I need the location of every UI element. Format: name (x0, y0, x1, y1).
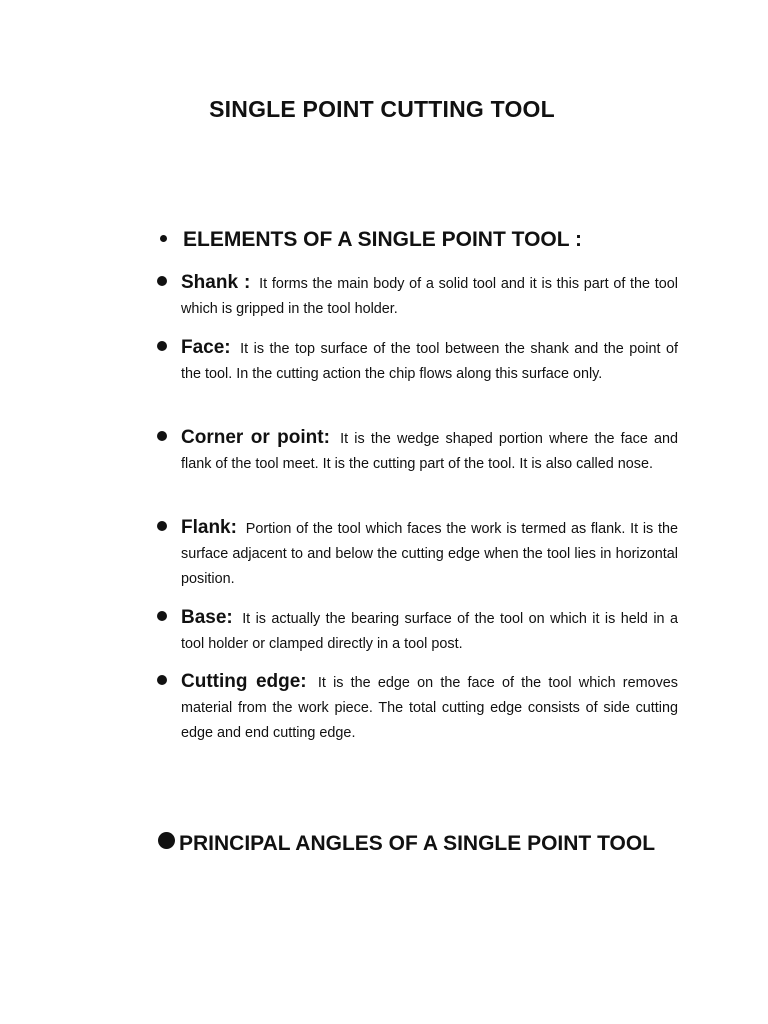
bullet-icon (158, 832, 175, 849)
item-term: Face: (181, 337, 231, 358)
document-title: SINGLE POINT CUTTING TOOL (209, 96, 555, 122)
bullet-icon (157, 341, 167, 351)
item-description: It is the wedge shaped portion where the face and flank of the tool meet. It is the cutting part of the tool. It is also called nose. (181, 431, 678, 472)
item-description: It forms the main body of a solid tool and it is this part of the tool which is gripped in the tool holder. (181, 276, 678, 317)
list-item-corner (181, 425, 678, 477)
item-term: Corner or point: (181, 427, 330, 448)
bullet-icon (157, 431, 167, 441)
item-term: Shank : (181, 272, 251, 293)
list-item-shank (181, 270, 678, 322)
bullet-icon (157, 276, 167, 286)
item-description: It is actually the bearing surface of the tool on which it is held in a tool holder or clamped directly in a tool post. (181, 611, 678, 652)
list-item-base (181, 605, 678, 657)
item-term: Flank: (181, 517, 237, 538)
bullet-icon (157, 521, 167, 531)
list-item-face (181, 335, 678, 387)
item-term: Cutting edge: (181, 671, 307, 692)
list-item-cutting-edge (181, 669, 678, 746)
item-description: It is the edge on the face of the tool which removes material from the work piece. The total cutting edge consists of side cutting edge and end cutting edge. (181, 675, 678, 741)
bullet-icon (157, 611, 167, 621)
list-item-flank (181, 515, 678, 592)
section-heading-angles: PRINCIPAL ANGLES OF A SINGLE POINT TOOL (158, 832, 655, 856)
bullet-icon (160, 235, 167, 242)
item-description: Portion of the tool which faces the work is termed as flank. It is the surface adjacent to and below the cutting edge when the tool lies in horizontal position. (181, 521, 679, 587)
item-term: Base: (181, 607, 233, 628)
item-description: It is the top surface of the tool between the shank and the point of the tool. In the cutting action the chip flows along this surface only. (181, 341, 679, 382)
bullet-icon (157, 675, 167, 685)
section-heading-elements: ELEMENTS OF A SINGLE POINT TOOL : (160, 228, 582, 252)
